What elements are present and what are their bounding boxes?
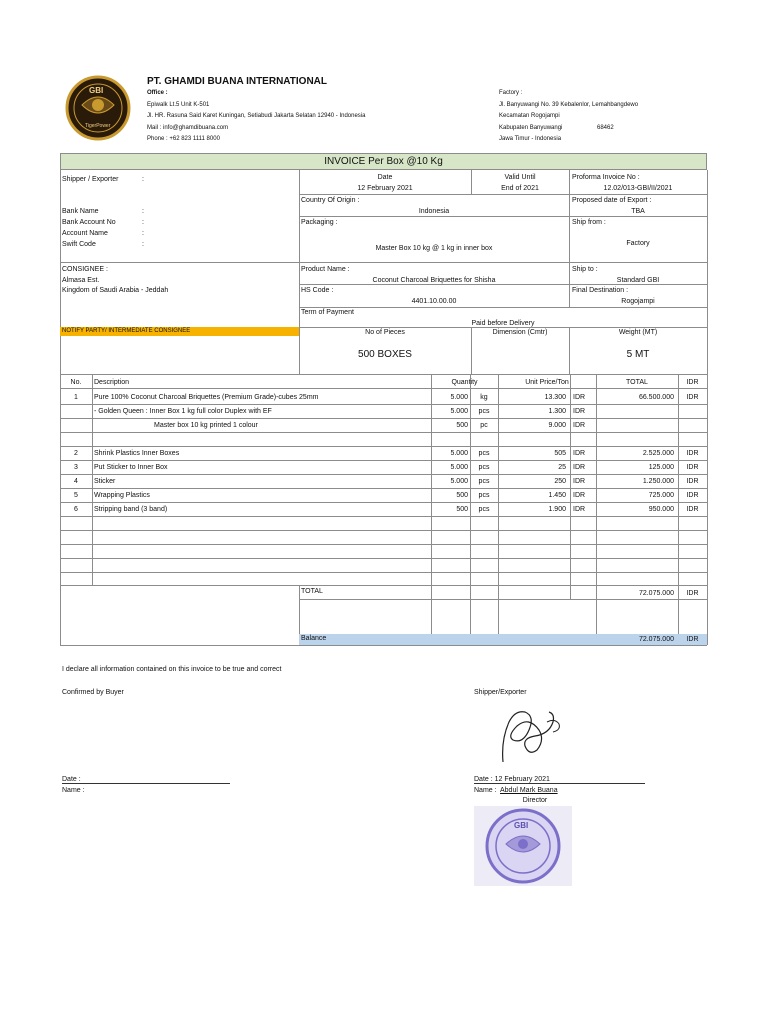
- date-right-underline: [474, 783, 645, 784]
- row-price-currency: IDR: [573, 394, 586, 401]
- row-price-currency: IDR: [573, 408, 586, 415]
- balance-value: 72.075.000: [638, 636, 674, 643]
- bank-account-label: Bank Account No: [62, 219, 116, 226]
- row-total-currency: IDR: [686, 492, 699, 499]
- row-description: Shrink Plastics Inner Boxes: [94, 450, 180, 457]
- pieces-label: No of Pieces: [365, 329, 405, 336]
- row-line-388: [60, 388, 707, 389]
- row-total-currency: IDR: [686, 506, 699, 513]
- row-unit: pc: [480, 422, 488, 429]
- consignee-line-1: Almasa Est.: [62, 277, 100, 284]
- h-line-194: [299, 194, 707, 195]
- ship-from-label: Ship from :: [572, 219, 606, 226]
- weight-value: 5 MT: [626, 349, 650, 360]
- row-unit: kg: [480, 394, 488, 401]
- row-description: Wrapping Plastics: [94, 492, 150, 499]
- office-phone: Phone : +62 823 1111 8000: [147, 136, 220, 142]
- packaging-value: Master Box 10 kg @ 1 kg in inner box: [375, 245, 493, 252]
- header-no: No.: [70, 379, 82, 386]
- h-line-307: [299, 307, 707, 308]
- row-price-currency: IDR: [573, 478, 586, 485]
- company-logo: [62, 75, 134, 141]
- row-line-474: [60, 474, 707, 475]
- logo-text: GBI: [89, 86, 104, 95]
- row-description: Put Sticker to Inner Box: [94, 464, 168, 471]
- row-total-currency: IDR: [686, 478, 699, 485]
- date-value: 12 February 2021: [357, 185, 413, 192]
- row-total-currency: IDR: [686, 450, 699, 457]
- pieces-value: 500 BOXES: [358, 349, 412, 360]
- payment-label: Term of Payment: [301, 309, 354, 316]
- row-no: 1: [74, 394, 78, 401]
- row-total: 2.525.000: [642, 450, 674, 457]
- balance-label: Balance: [301, 635, 327, 642]
- border-right: [707, 170, 708, 645]
- bank-account-colon: :: [142, 219, 144, 226]
- payment-value: Paid before Delivery: [471, 320, 535, 327]
- logo-subtext: TigerPower: [85, 123, 111, 129]
- row-no: 6: [74, 506, 78, 513]
- account-name-label: Account Name: [62, 230, 108, 237]
- row-line-516: [60, 516, 707, 517]
- date-left: Date :: [62, 776, 81, 783]
- row-price: 13.300: [544, 394, 566, 401]
- row-total: 950.000: [648, 506, 674, 513]
- office-line-2: Jl. HR. Rasuna Said Karet Kuningan, Setiabudi Jakarta Selatan 12940 - Indonesia: [147, 113, 366, 119]
- name-left: Name :: [62, 787, 85, 794]
- office-line-1: Epiwalk Lt.5 Unit K-501: [147, 102, 210, 108]
- row-total-currency: IDR: [686, 464, 699, 471]
- date-right: Date : 12 February 2021: [474, 776, 550, 783]
- date-left-underline: [62, 783, 230, 784]
- row-description: - Golden Queen : Inner Box 1 kg full color Duplex with EF: [94, 408, 272, 415]
- h-line-262: [60, 262, 707, 263]
- signature: [495, 700, 575, 772]
- row-price-currency: IDR: [573, 506, 586, 513]
- ship-to-label: Ship to :: [572, 266, 598, 273]
- row-price: 505: [554, 450, 566, 457]
- border-left: [60, 170, 61, 645]
- row-total: 125.000: [648, 464, 674, 471]
- row-price: 1.450: [548, 492, 566, 499]
- row-line-558: [60, 558, 707, 559]
- row-quantity: 5.000: [450, 464, 468, 471]
- factory-line-2: Kecamatan Rogojampi: [499, 113, 560, 119]
- row-line-544: [60, 544, 707, 545]
- shipper-colon: :: [142, 176, 144, 183]
- hs-code-label: HS Code :: [301, 287, 334, 294]
- company-stamp: [474, 806, 572, 886]
- stamp-text: GBI: [514, 821, 529, 830]
- row-total: 725.000: [648, 492, 674, 499]
- confirmed-by-buyer: Confirmed by Buyer: [62, 689, 124, 696]
- consignee-line-2: Kingdom of Saudi Arabia - Jeddah: [62, 287, 169, 294]
- header-description: Description: [94, 379, 130, 386]
- row-price-currency: IDR: [573, 464, 586, 471]
- col-line-92: [92, 374, 93, 585]
- row-price: 1.900: [548, 506, 566, 513]
- valid-until-value: End of 2021: [501, 185, 539, 192]
- export-date-value: TBA: [631, 208, 645, 215]
- factory-label: Factory :: [499, 90, 523, 96]
- total-value: 72.075.000: [638, 590, 674, 597]
- product-label: Product Name :: [301, 266, 350, 273]
- row-quantity: 500: [456, 492, 468, 499]
- signer-title: Director: [522, 797, 548, 804]
- row-quantity: 5.000: [450, 450, 468, 457]
- header-total: TOTAL: [626, 379, 648, 386]
- product-value: Coconut Charcoal Briquettes for Shisha: [372, 277, 496, 284]
- row-description: Stripping band (3 band): [94, 506, 168, 513]
- total-currency: IDR: [686, 590, 699, 597]
- ship-from-value: Factory: [626, 240, 650, 247]
- row-description: Sticker: [94, 478, 116, 485]
- factory-line-3: Kabupaten Banyuwangi: [499, 125, 563, 131]
- row-quantity: 500: [456, 506, 468, 513]
- signer-name: Abdul Mark Buana: [500, 787, 558, 794]
- balance-currency: IDR: [686, 636, 699, 643]
- row-line-530: [60, 530, 707, 531]
- row-price: 1.300: [548, 408, 566, 415]
- row-no: 2: [74, 450, 78, 457]
- row-price: 9.000: [548, 422, 566, 429]
- total-label: TOTAL: [301, 588, 323, 595]
- dimension-label: Dimension (Cmtr): [492, 329, 548, 336]
- row-no: 3: [74, 464, 78, 471]
- date-label: Date: [377, 174, 393, 181]
- origin-value: Indonesia: [418, 208, 450, 215]
- office-label: Office :: [147, 90, 168, 96]
- row-quantity: 5.000: [450, 408, 468, 415]
- row-price: 25: [558, 464, 566, 471]
- header-quantity: Quantity: [451, 379, 478, 386]
- row-line-599: [299, 599, 707, 600]
- office-mail: Mail : info@ghamdibuana.com: [147, 125, 229, 131]
- row-line-460: [60, 460, 707, 461]
- h-line-374: [60, 374, 707, 375]
- factory-zip: 68462: [597, 125, 614, 131]
- packaging-label: Packaging :: [301, 219, 338, 226]
- row-quantity: 5.000: [450, 478, 468, 485]
- row-line-404: [60, 404, 707, 405]
- proforma-label: Proforma Invoice No :: [572, 174, 640, 181]
- row-price-currency: IDR: [573, 422, 586, 429]
- h-line-216: [299, 216, 707, 217]
- invoice-title: INVOICE Per Box @10 Kg: [324, 156, 443, 167]
- row-line-432: [60, 432, 707, 433]
- row-quantity: 5.000: [450, 394, 468, 401]
- row-price-currency: IDR: [573, 450, 586, 457]
- bank-name-label: Bank Name: [62, 208, 99, 215]
- factory-line-4: Jawa Timur - Indonesia: [499, 136, 562, 142]
- row-unit: pcs: [478, 478, 490, 485]
- export-date-label: Proposed date of Export :: [572, 197, 652, 204]
- proforma-value: 12.02/013-GBI/II/2021: [603, 185, 673, 192]
- row-line-502: [60, 502, 707, 503]
- swift-code-label: Swift Code: [62, 241, 96, 248]
- row-total: 66.500.000: [638, 394, 674, 401]
- row-line-585: [60, 585, 707, 586]
- weight-label: Weight (MT): [618, 329, 658, 336]
- factory-line-1: Jl. Banyuwangi No. 39 Kebalenlor, Lemahbangdewo: [499, 102, 639, 108]
- final-destination-value: Rogojampi: [621, 298, 655, 305]
- row-line-572: [60, 572, 707, 573]
- bank-name-colon: :: [142, 208, 144, 215]
- ship-to-value: Standard GBI: [616, 277, 660, 284]
- row-line-446: [60, 446, 707, 447]
- row-line-488: [60, 488, 707, 489]
- company-name: PT. GHAMDI BUANA INTERNATIONAL: [147, 76, 327, 87]
- valid-until-label: Valid Until: [504, 174, 536, 181]
- header-currency: IDR: [686, 379, 699, 386]
- consignee-label: CONSIGNEE :: [62, 266, 108, 273]
- row-unit: pcs: [478, 492, 490, 499]
- row-unit: pcs: [478, 464, 490, 471]
- row-line-418: [60, 418, 707, 419]
- name-right-label: Name :: [474, 787, 497, 794]
- row-unit: pcs: [478, 450, 490, 457]
- row-unit: pcs: [478, 506, 490, 513]
- declaration-text: I declare all information contained on this invoice to be true and correct: [62, 666, 282, 673]
- row-description: Pure 100% Coconut Charcoal Briquettes (Premium Grade)-cubes 25mm: [94, 394, 319, 401]
- account-name-colon: :: [142, 230, 144, 237]
- row-line-645: [60, 645, 707, 646]
- row-total: 1.250.000: [642, 478, 674, 485]
- row-total-currency: IDR: [686, 394, 699, 401]
- row-price-currency: IDR: [573, 492, 586, 499]
- row-no: 4: [74, 478, 78, 485]
- col-line-570: [570, 374, 571, 599]
- shipper-label: Shipper / Exporter: [62, 176, 119, 183]
- final-destination-label: Final Destination :: [572, 287, 629, 294]
- row-no: 5: [74, 492, 78, 499]
- row-unit: pcs: [478, 408, 490, 415]
- header-unit-price: Unit Price/Ton: [525, 379, 569, 386]
- v-line-299: [299, 170, 300, 374]
- swift-code-colon: :: [142, 241, 144, 248]
- hs-code-value: 4401.10.00.00: [411, 298, 457, 305]
- shipper-exporter-label: Shipper/Exporter: [474, 689, 527, 696]
- row-price: 250: [554, 478, 566, 485]
- notify-party-label: NOTIFY PARTY/ INTERMEDIATE CONSIGNEE: [62, 328, 191, 334]
- origin-label: Country Of Origin :: [301, 197, 360, 204]
- row-quantity: 500: [456, 422, 468, 429]
- row-description: Master box 10 kg printed 1 colour: [154, 422, 258, 429]
